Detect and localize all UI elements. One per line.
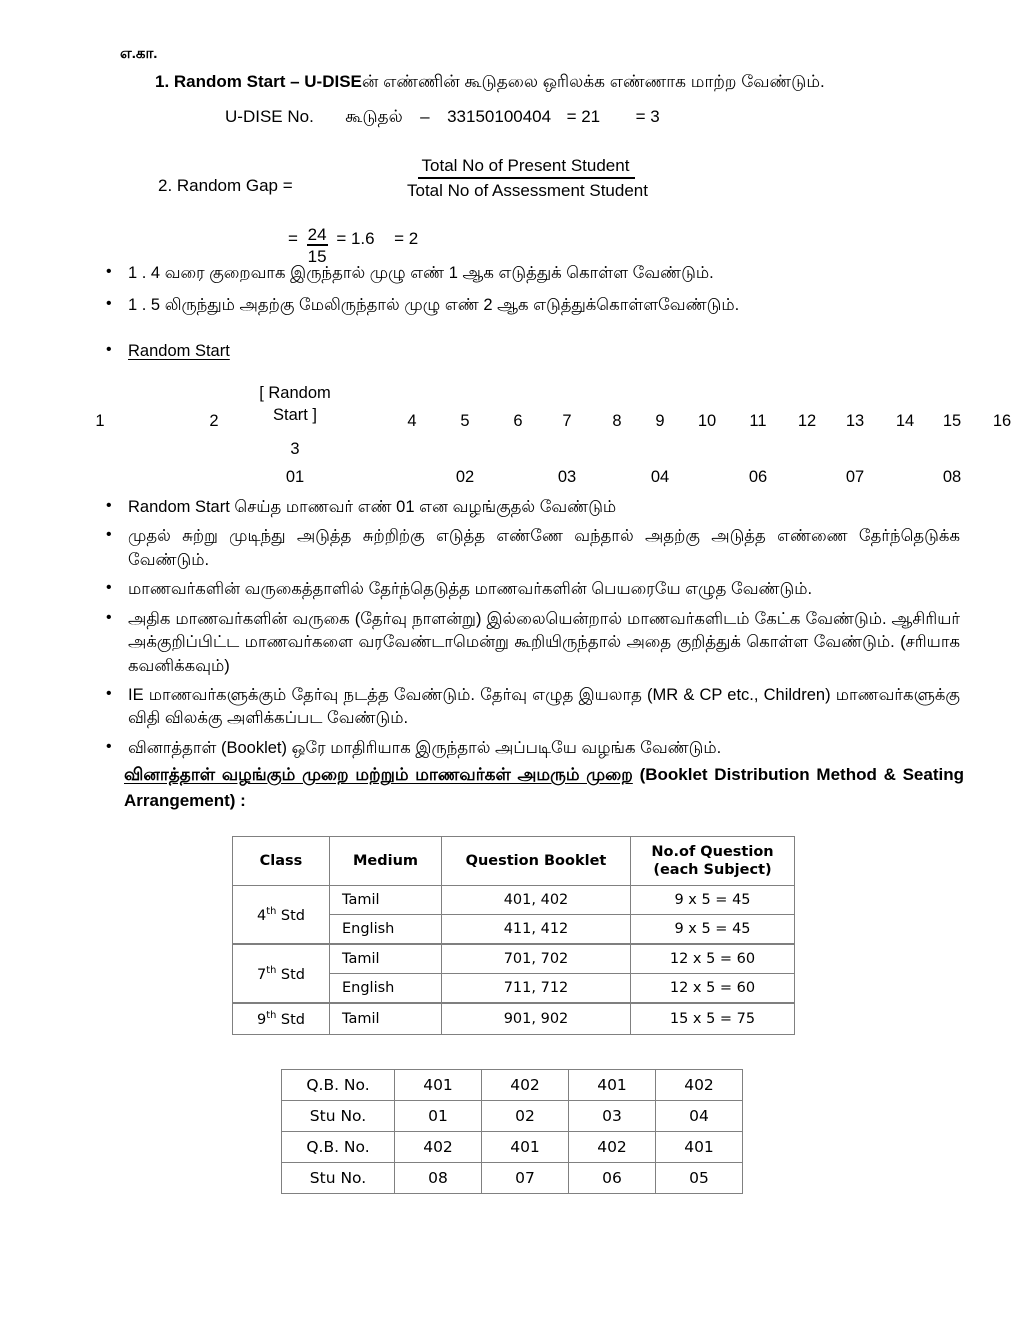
cell-no-of-question: 12 x 5 = 60	[631, 944, 795, 974]
table-row	[282, 1132, 743, 1163]
list-item: • IE மாணவர்களுக்கும் தேர்வு நடத்த வேண்டும். தேர்வு எழுத இயலாத (MR & CP etc., Children) மாணவர்களுக்கு விதி விலக்கு அளிக்கப்பட வேண்டும்.	[98, 684, 960, 731]
cell-value: 05	[656, 1163, 743, 1194]
calc-fraction-top: 24	[307, 225, 327, 244]
cell-value: 02	[482, 1101, 569, 1132]
list-item	[98, 340, 498, 363]
strip-student-number: 01	[285, 468, 305, 486]
column-header-class: Class	[233, 837, 330, 886]
strip-number: 1	[95, 412, 105, 430]
strip-number: 14	[895, 412, 915, 430]
udise-sum-tamil: கூடுதல்	[345, 107, 403, 126]
strip-student-number: 03	[557, 468, 577, 486]
list-item: • 1 . 4 வரை குறைவாக இருந்தால் முழு எண் 1 ஆக எடுத்துக் கொள்ள வேண்டும்.	[98, 262, 958, 285]
random-start-value-row	[90, 440, 970, 466]
strip-number: 4	[407, 412, 417, 430]
list-item: • 1 . 5 லிருந்தும் அதற்கு மேலிருந்தால் முழு எண் 2 ஆக எடுத்துக்கொள்ளவேண்டும்.	[98, 294, 958, 317]
cell-value: 01	[395, 1101, 482, 1132]
strip-number: 11	[749, 412, 767, 430]
cell-row-label: Q.B. No.	[282, 1132, 395, 1163]
cell-question-booklet: 901, 902	[442, 1003, 631, 1034]
fraction-numerator: Total No of Present Student	[418, 156, 636, 179]
cell-medium: Tamil	[330, 886, 442, 915]
strip-number: 6	[513, 412, 523, 430]
cell-question-booklet: 401, 402	[442, 886, 631, 915]
column-header-no-of-question-line2: (each Subject)	[653, 862, 772, 879]
cell-class: 4th Std	[233, 886, 330, 945]
column-header-no-of-question	[631, 837, 795, 886]
calc-equals: =	[288, 229, 298, 249]
strip-student-number: 07	[845, 468, 865, 486]
udise-line	[225, 107, 660, 129]
table-row	[233, 944, 795, 974]
strip-number: 9	[655, 412, 665, 430]
strip-number: 12	[797, 412, 817, 430]
cell-no-of-question: 15 x 5 = 75	[631, 1003, 795, 1034]
cell-medium: English	[330, 915, 442, 945]
strip-number: 10	[697, 412, 717, 430]
cell-question-booklet: 711, 712	[442, 974, 631, 1004]
cell-no-of-question: 12 x 5 = 60	[631, 974, 795, 1004]
fraction-denominator: Total No of Assessment Student	[407, 181, 648, 200]
udise-eq2: = 3	[635, 107, 660, 126]
example-label: எ.கா.	[120, 45, 158, 62]
cell-value: 402	[482, 1070, 569, 1101]
calc-fraction	[307, 226, 328, 266]
booklet-heading-english: (Booklet Distribution Method & Seating Arrangement) :	[124, 765, 964, 810]
number-row	[90, 412, 1012, 438]
cell-no-of-question: 9 x 5 = 45	[631, 915, 795, 945]
calc-fraction-bottom: 15	[307, 246, 327, 266]
table-row	[282, 1163, 743, 1194]
strip-number: 7	[562, 412, 572, 430]
calc-result-decimal: = 1.6	[336, 229, 375, 249]
random-start-heading: Random Start	[128, 342, 230, 360]
udise-label: U-DISE No.	[225, 107, 314, 126]
udise-eq1: = 21	[566, 107, 601, 126]
list-item: • முதல் சுற்று முடிந்து அடுத்த சுற்றிற்கு எடுத்த எண்ணே வந்தால் அதற்கு அடுத்த எண்ணை தேர்ந்தெடுக்க வேண்டும்.	[98, 525, 960, 572]
random-start-value: 3	[290, 440, 300, 458]
rule-item-1-tamil: ன் எண்ணின் கூடுதலை ஒரிலக்க எண்ணாக மாற்ற வேண்டும்.	[361, 72, 825, 91]
cell-row-label: Q.B. No.	[282, 1070, 395, 1101]
column-header-medium: Medium	[330, 837, 442, 886]
cell-class: 7th Std	[233, 944, 330, 1003]
booklet-heading-tamil: வினாத்தாள் வழங்கும் முறை மற்றும் மாணவர்கள் அமரும் முறை	[124, 765, 633, 784]
strip-number: 5	[460, 412, 470, 430]
cell-value: 401	[395, 1070, 482, 1101]
cell-question-booklet: 411, 412	[442, 915, 631, 945]
cell-value: 401	[569, 1070, 656, 1101]
strip-number: 13	[845, 412, 865, 430]
list-item: • Random Start செய்த மாணவர் எண் 01 என வழங்குதல் வேண்டும்	[98, 496, 960, 519]
udise-number: 33150100404	[447, 107, 552, 126]
table-row	[282, 1070, 743, 1101]
list-item: • அதிக மாணவர்களின் வருகை (தேர்வு நாளன்று) இல்லையென்றால் மாணவர்களிடம் கேட்க வேண்டும். ஆசிரியர் அக்குறிப்பிட்ட மாணவர்களை வரவேண்டாமென்று கூறியிருந்தால் அதை குறித்துக் கொள்ள வேண்டும். (சரியாக கவனிக்கவும்)	[98, 608, 960, 678]
random-start-bracket-label: [ Random Start ]	[259, 384, 331, 425]
booklet-table	[232, 836, 795, 1035]
table-header-row	[233, 837, 795, 886]
cell-class: 9th Std	[233, 1003, 330, 1034]
column-header-question-booklet: Question Booklet	[442, 837, 631, 886]
cell-value: 401	[656, 1132, 743, 1163]
cell-value: 04	[656, 1101, 743, 1132]
rounding-rules-list	[98, 262, 958, 327]
cell-value: 08	[395, 1163, 482, 1194]
cell-medium: Tamil	[330, 1003, 442, 1034]
procedure-list	[98, 496, 960, 766]
list-item: • வினாத்தாள் (Booklet) ஒரே மாதிரியாக இருந்தால் அப்படியே வழங்க வேண்டும்.	[98, 737, 960, 760]
udise-dash: –	[420, 107, 430, 126]
list-item: • மாணவர்களின் வருகைத்தாளில் தேர்ந்தெடுத்த மாணவர்களின் பெயரையே எழுத வேண்டும்.	[98, 578, 960, 601]
cell-value: 401	[482, 1132, 569, 1163]
student-number-row	[90, 468, 970, 494]
rule-item-1-prefix: 1. Random Start – U-DISE	[155, 72, 362, 91]
table-row	[233, 1003, 795, 1034]
cell-medium: English	[330, 974, 442, 1004]
cell-no-of-question: 9 x 5 = 45	[631, 886, 795, 915]
rule-item-1	[155, 72, 825, 94]
table-row	[282, 1101, 743, 1132]
strip-student-number: 02	[455, 468, 475, 486]
cell-value: 402	[395, 1132, 482, 1163]
booklet-distribution-heading	[124, 762, 964, 813]
cell-value: 03	[569, 1101, 656, 1132]
strip-student-number: 08	[942, 468, 962, 486]
strip-number: 15	[942, 412, 962, 430]
rule-item-2-label: 2. Random Gap =	[158, 176, 293, 195]
strip-number: 16	[992, 412, 1012, 430]
random-start-heading-list	[98, 340, 498, 363]
cell-value: 402	[656, 1070, 743, 1101]
cell-question-booklet: 701, 702	[442, 944, 631, 974]
cell-row-label: Stu No.	[282, 1163, 395, 1194]
table-row	[233, 886, 795, 915]
cell-value: 06	[569, 1163, 656, 1194]
random-gap-fraction	[405, 156, 648, 201]
cell-value: 402	[569, 1132, 656, 1163]
strip-student-number: 04	[650, 468, 670, 486]
strip-student-number: 06	[748, 468, 768, 486]
strip-number: 8	[612, 412, 622, 430]
cell-value: 07	[482, 1163, 569, 1194]
random-gap-calculation	[288, 219, 419, 266]
column-header-no-of-question-line1: No.of Question	[651, 844, 774, 860]
calc-result-rounded: = 2	[394, 229, 419, 249]
cell-medium: Tamil	[330, 944, 442, 974]
seating-arrangement-table	[281, 1069, 743, 1194]
cell-row-label: Stu No.	[282, 1101, 395, 1132]
random-start-number-strip	[90, 382, 1012, 492]
strip-number: 2	[209, 412, 219, 430]
